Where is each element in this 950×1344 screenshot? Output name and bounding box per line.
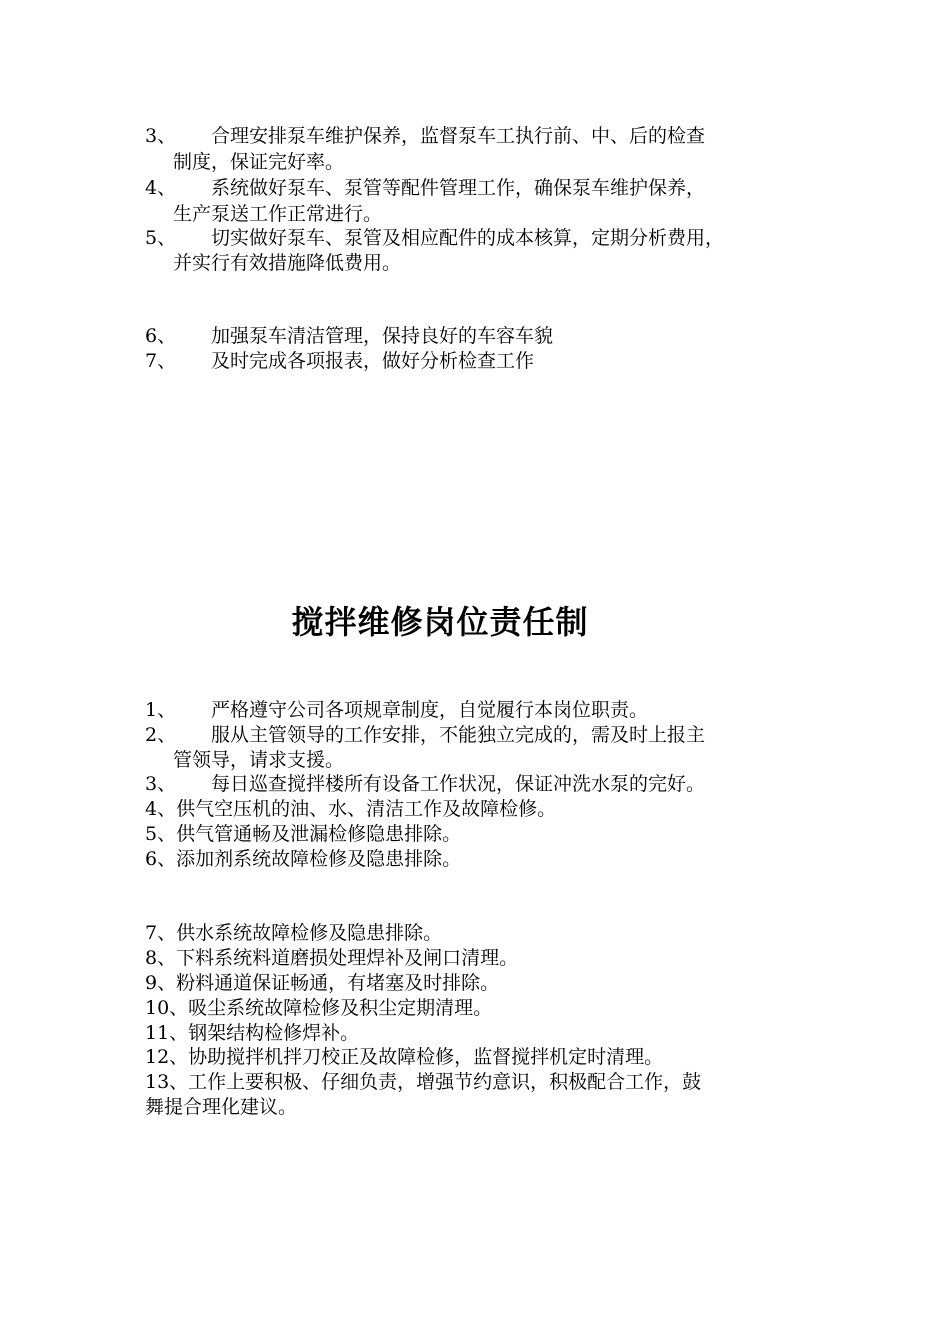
list-item-4-continuation: 生产泵送工作正常进行。	[173, 203, 383, 225]
list-item-3-continuation: 制度，保证完好率。	[173, 151, 345, 173]
list-item-1	[145, 698, 825, 722]
item-text: 合理安排泵车维护保养，监督泵车工执行前、中、后的检查	[211, 125, 706, 147]
item-text: 切实做好泵车、泵管及相应配件的成本核算，定期分析费用，	[211, 227, 725, 249]
item-number: 4、	[145, 177, 177, 199]
item-text: 每日巡查搅拌楼所有设备工作状况，保证冲洗水泵的完好。	[211, 773, 706, 795]
list-item-13: 13、工作上要积极、仔细负责，增强节约意识，积极配合工作，鼓	[145, 1071, 702, 1093]
list-item-5-continuation: 并实行有效措施降低费用。	[173, 252, 402, 274]
item-number: 3、	[145, 125, 177, 147]
list-item-2	[145, 723, 825, 747]
item-number: 6、	[145, 325, 177, 347]
list-item-4	[145, 176, 825, 200]
list-item-5	[145, 226, 825, 250]
list-item-11: 11、钢架结构检修焊补。	[145, 1022, 360, 1044]
list-item-13-continuation: 舞提合理化建议。	[145, 1096, 298, 1118]
item-number: 1、	[145, 699, 177, 721]
item-number: 7、	[145, 350, 177, 372]
item-text: 及时完成各项报表，做好分析检查工作	[211, 350, 535, 372]
list-item-7b: 7、供水系统故障检修及隐患排除。	[145, 922, 443, 944]
list-item-2-continuation: 管领导，请求支援。	[173, 749, 345, 771]
list-item-12: 12、协助搅拌机拌刀校正及故障检修，监督搅拌机定时清理。	[145, 1046, 664, 1068]
list-item-5b: 5、供气管通畅及泄漏检修隐患排除。	[145, 823, 462, 845]
list-item-7	[145, 349, 825, 373]
list-item-9: 9、粉料通道保证畅通，有堵塞及时排除。	[145, 972, 500, 994]
section-title: 搅拌维修岗位责任制	[291, 603, 589, 641]
list-item-3	[145, 124, 825, 148]
item-text: 系统做好泵车、泵管等配件管理工作，确保泵车维护保养，	[211, 177, 706, 199]
list-item-6b: 6、添加剂系统故障检修及隐患排除。	[145, 848, 462, 870]
list-item-6	[145, 324, 825, 348]
item-number: 5、	[145, 227, 177, 249]
list-item-3b	[145, 772, 825, 796]
list-item-8: 8、下料系统料道磨损处理焊补及闸口清理。	[145, 947, 519, 969]
item-number: 2、	[145, 724, 177, 746]
item-text: 服从主管领导的工作安排，不能独立完成的，需及时上报主	[211, 724, 706, 746]
item-number: 3、	[145, 773, 177, 795]
list-item-10: 10、吸尘系统故障检修及积尘定期清理。	[145, 997, 493, 1019]
item-text: 严格遵守公司各项规章制度，自觉履行本岗位职责。	[211, 699, 649, 721]
list-item-4b: 4、供气空压机的油、水、清洁工作及故障检修。	[145, 798, 557, 820]
item-text: 加强泵车清洁管理，保持良好的车容车貌	[211, 325, 554, 347]
